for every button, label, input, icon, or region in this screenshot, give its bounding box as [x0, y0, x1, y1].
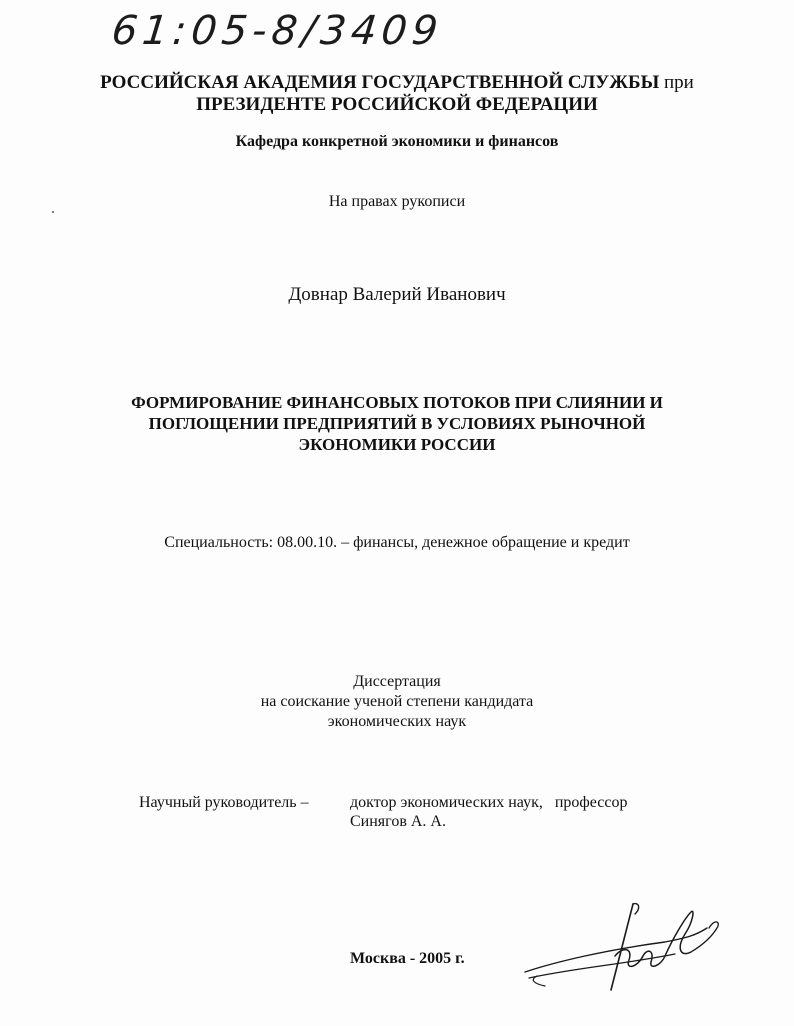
dissertation-type [0, 672, 794, 732]
department-name: Кафедра конкретной экономики и финансов [235, 133, 559, 150]
dissertation-line-1: Диссертация [353, 673, 441, 690]
title-line-3: ЭКОНОМИКИ РОССИИ [298, 435, 496, 454]
supervisor-degree: доктор экономических наук, профессор [350, 794, 628, 811]
catalog-number-stamp: 61:05-8/3409 [109, 8, 445, 54]
scan-speck [52, 211, 54, 213]
dissertation-line-3: экономических наук [327, 713, 467, 730]
institution-line-2: ПРЕЗИДЕНТЕ РОССИЙСКОЙ ФЕДЕРАЦИИ [196, 94, 598, 115]
institution-line-1 [0, 72, 794, 94]
dissertation-title [0, 392, 794, 455]
institution-line-1-main: РОССИЙСКАЯ АКАДЕМИЯ ГОСУДАРСТВЕННОЙ СЛУЖБЫ [100, 72, 660, 93]
dissertation-line-2: на соискание ученой степени кандидата [260, 693, 534, 710]
author-name: Довнар Валерий Иванович [288, 284, 506, 305]
title-line-1: ФОРМИРОВАНИЕ ФИНАНСОВЫХ ПОТОКОВ ПРИ СЛИЯНИИ И [131, 393, 663, 412]
city-year: Москва - 2005 г. [350, 950, 465, 967]
supervisor-label: Научный руководитель – [139, 794, 309, 811]
title-line-2: ПОГЛОЩЕНИИ ПРЕДПРИЯТИЙ В УСЛОВИЯХ РЫНОЧНОЙ [148, 414, 646, 433]
specialty-line: Специальность: 08.00.10. – финансы, денежное обращение и кредит [164, 534, 630, 551]
institution-name [0, 72, 794, 116]
manuscript-rights-note: На правах рукописи [328, 193, 466, 210]
institution-line-1-tail: при [663, 72, 694, 93]
supervisor-name: Синягов А. А. [350, 813, 446, 830]
handwritten-signature [515, 898, 725, 998]
